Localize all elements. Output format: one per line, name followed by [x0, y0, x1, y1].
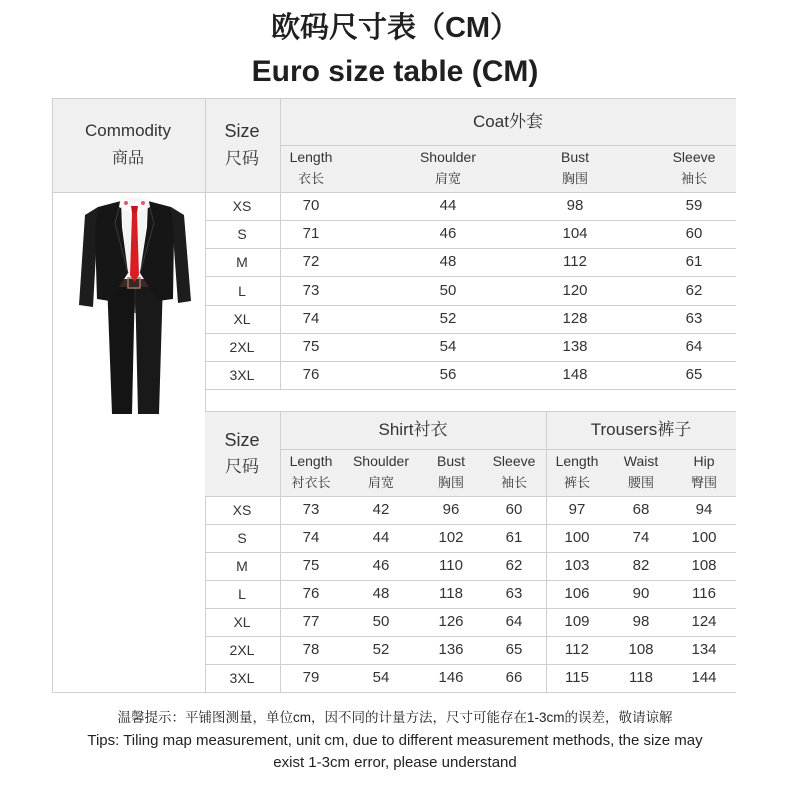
value-cell-sleeve-3: 63 — [505, 585, 523, 602]
value-cell-shoulder-1: 54 — [372, 669, 390, 686]
value-cell-bust-2: 138 — [562, 338, 588, 355]
column-header-sleeve-3: Sleeve — [492, 453, 536, 469]
value-cell-shoulder-1: 48 — [372, 585, 390, 602]
value-cell-shoulder-1: 44 — [439, 197, 457, 214]
value-cell-sleeve-3: 66 — [505, 669, 523, 686]
size-cell: 2XL — [229, 339, 255, 355]
value-cell-length-0: 75 — [302, 557, 320, 574]
value-cell-bust-2: 136 — [438, 641, 464, 658]
value-cell-length-0: 71 — [302, 225, 320, 242]
size-cell: XL — [233, 311, 251, 327]
value-cell-length-0: 72 — [302, 253, 320, 270]
value-cell-waist-5: 98 — [632, 613, 650, 630]
value-cell-length-4: 115 — [565, 669, 589, 686]
size-cell: XS — [232, 502, 252, 518]
size-cell: M — [236, 558, 248, 574]
value-cell-shoulder-1: 54 — [439, 338, 457, 355]
value-cell-bust-2: 120 — [562, 282, 588, 299]
value-cell-waist-5: 74 — [632, 529, 650, 546]
jacket-left-sleeve — [79, 207, 98, 307]
value-cell-bust-2: 148 — [562, 366, 588, 383]
size-header-label: Size — [224, 430, 260, 450]
size-cell: L — [238, 283, 246, 299]
column-header-length-4: Length — [555, 453, 599, 469]
value-cell-shoulder-1: 50 — [372, 613, 390, 630]
value-cell-sleeve-3: 59 — [685, 197, 703, 214]
value-cell-shoulder-1: 48 — [439, 253, 457, 270]
value-cell-shoulder-1: 44 — [372, 529, 390, 546]
value-cell-hip-6: 144 — [691, 669, 717, 686]
jacket-right-sleeve — [171, 207, 191, 303]
value-cell-sleeve-3: 62 — [505, 557, 523, 574]
value-cell-waist-5: 68 — [632, 501, 650, 518]
value-cell-shoulder-1: 52 — [372, 641, 390, 658]
value-cell-length-4: 97 — [568, 501, 586, 518]
value-cell-shoulder-1: 42 — [372, 501, 390, 518]
value-cell-length-4: 103 — [564, 557, 590, 574]
row-divider — [205, 276, 736, 277]
value-cell-length-0: 79 — [302, 669, 320, 686]
size-cell: S — [237, 530, 247, 546]
value-cell-waist-5: 90 — [632, 585, 650, 602]
column-header-length-0: Length — [289, 149, 333, 165]
value-cell-length-0: 73 — [302, 501, 320, 518]
size-header-label-cn: 尺码 — [225, 457, 259, 476]
size-cell: XL — [233, 614, 251, 630]
row-divider — [205, 389, 736, 390]
value-cell-length-4: 106 — [564, 585, 590, 602]
coat-group-header: Coat外套 — [473, 112, 543, 131]
row-divider — [205, 580, 736, 581]
column-header-cn-bust-2: 胸围 — [561, 171, 588, 186]
column-header-cn-shoulder-1: 肩宽 — [367, 475, 394, 490]
value-cell-shoulder-1: 50 — [439, 282, 457, 299]
column-header-cn-bust-2: 胸围 — [437, 475, 464, 490]
value-cell-bust-2: 110 — [439, 557, 463, 574]
value-cell-bust-2: 96 — [442, 501, 460, 518]
size-cell: 3XL — [229, 670, 255, 686]
table-bottom-border — [52, 692, 736, 693]
value-cell-length-4: 109 — [564, 613, 590, 630]
tie-knot — [131, 206, 138, 213]
value-cell-bust-2: 118 — [439, 585, 463, 602]
value-cell-sleeve-3: 65 — [685, 366, 703, 383]
value-cell-length-0: 74 — [302, 529, 320, 546]
value-cell-length-0: 76 — [302, 366, 320, 383]
value-cell-length-4: 112 — [565, 641, 589, 658]
value-cell-length-0: 76 — [302, 585, 320, 602]
commodity-column-divider — [205, 98, 206, 693]
value-cell-waist-5: 118 — [629, 669, 653, 686]
value-cell-sleeve-3: 62 — [685, 282, 703, 299]
value-cell-bust-2: 112 — [563, 253, 587, 270]
value-cell-waist-5: 82 — [632, 557, 650, 574]
table-top-border — [52, 98, 736, 99]
trousers-right-leg — [135, 281, 163, 414]
tips-note-en-line-1: Tips: Tiling map measurement, unit cm, due to different measurement methods, the size may — [87, 732, 703, 749]
value-cell-shoulder-1: 46 — [439, 225, 457, 242]
column-header-cn-length-4: 裤长 — [563, 475, 590, 490]
value-cell-sleeve-3: 61 — [685, 253, 703, 270]
commodity-header-label-cn: 商品 — [111, 150, 144, 167]
table-top-border — [205, 411, 736, 412]
value-cell-hip-6: 134 — [691, 641, 717, 658]
shirt-group-header: Shirt衬衣 — [378, 420, 448, 439]
column-header-bust-2: Bust — [560, 149, 589, 165]
size-cell: XS — [232, 198, 252, 214]
value-cell-length-0: 78 — [302, 641, 320, 658]
table-left-border — [52, 98, 53, 693]
value-cell-sleeve-3: 60 — [685, 225, 703, 242]
row-divider — [205, 636, 736, 637]
value-cell-sleeve-3: 61 — [505, 529, 523, 546]
column-header-shoulder-1: Shoulder — [419, 149, 477, 165]
row-divider — [205, 333, 736, 334]
row-divider — [205, 361, 736, 362]
row-divider — [205, 552, 736, 553]
size-header-label-cn: 尺码 — [225, 149, 259, 168]
value-cell-sleeve-3: 64 — [505, 613, 523, 630]
column-header-bust-2: Bust — [436, 453, 465, 469]
size-cell: S — [237, 226, 247, 242]
commodity-header-label: Commodity — [85, 121, 171, 140]
column-header-cn-waist-5: 腰围 — [627, 475, 654, 490]
row-divider — [205, 248, 736, 249]
row-divider — [205, 664, 736, 665]
trousers-left-leg — [107, 281, 135, 414]
value-cell-bust-2: 128 — [562, 310, 588, 327]
size-cell: 2XL — [229, 642, 255, 658]
value-cell-hip-6: 94 — [695, 501, 713, 518]
value-cell-bust-2: 104 — [562, 225, 588, 242]
tips-note-cn: 温馨提示：平铺图测量，单位cm，因不同的计量方法，尺寸可能存在1-3cm的误差，敬请谅解 — [117, 710, 673, 725]
value-cell-hip-6: 108 — [691, 557, 717, 574]
value-cell-bust-2: 126 — [438, 613, 464, 630]
value-cell-hip-6: 124 — [691, 613, 717, 630]
column-header-length-0: Length — [289, 453, 333, 469]
value-cell-sleeve-3: 63 — [685, 310, 703, 327]
column-header-cn-length-0: 衣长 — [297, 171, 324, 186]
size-header-label: Size — [224, 121, 260, 141]
row-divider — [205, 220, 736, 221]
collar-pin-right — [141, 201, 145, 205]
value-cell-shoulder-1: 46 — [372, 557, 390, 574]
column-header-cn-hip-6: 臀围 — [690, 475, 717, 490]
value-cell-bust-2: 146 — [438, 669, 464, 686]
collar-pin-left — [124, 201, 128, 205]
value-cell-length-0: 70 — [302, 197, 320, 214]
column-header-cn-shoulder-1: 肩宽 — [434, 171, 461, 186]
column-header-cn-length-0: 衬衣长 — [291, 475, 331, 490]
size-cell: L — [238, 586, 246, 602]
value-cell-sleeve-3: 60 — [505, 501, 523, 518]
value-cell-length-0: 74 — [302, 310, 320, 327]
size-cell: 3XL — [229, 367, 255, 383]
column-header-waist-5: Waist — [623, 453, 659, 469]
column-header-hip-6: Hip — [693, 453, 715, 469]
value-cell-bust-2: 102 — [438, 529, 464, 546]
group-header-divider — [280, 449, 736, 450]
column-header-cn-sleeve-3: 袖长 — [680, 171, 707, 186]
group-header-divider — [280, 145, 736, 146]
row-divider — [205, 305, 736, 306]
tips-note-en-line-2: exist 1-3cm error, please understand — [273, 754, 517, 771]
column-header-shoulder-1: Shoulder — [352, 453, 410, 469]
value-cell-bust-2: 98 — [566, 197, 584, 214]
value-cell-sleeve-3: 65 — [505, 641, 523, 658]
page-title-cn: 欧码尺寸表（CM） — [270, 12, 520, 44]
value-cell-sleeve-3: 64 — [685, 338, 703, 355]
value-cell-waist-5: 108 — [628, 641, 654, 658]
header-bottom-border — [205, 496, 736, 497]
column-header-sleeve-3: Sleeve — [672, 149, 716, 165]
trousers-group-header: Trousers裤子 — [590, 420, 692, 439]
suit-product-image — [76, 193, 194, 417]
column-header-cn-sleeve-3: 袖长 — [500, 475, 527, 490]
value-cell-shoulder-1: 52 — [439, 310, 457, 327]
value-cell-shoulder-1: 56 — [439, 366, 457, 383]
value-cell-length-4: 100 — [564, 529, 590, 546]
page-title-en: Euro size table (CM) — [251, 55, 539, 88]
value-cell-hip-6: 116 — [692, 585, 716, 602]
size-cell: M — [236, 254, 248, 270]
value-cell-hip-6: 100 — [691, 529, 717, 546]
value-cell-length-0: 77 — [302, 613, 320, 630]
value-cell-length-0: 75 — [302, 338, 320, 355]
row-divider — [205, 524, 736, 525]
value-cell-length-0: 73 — [302, 282, 320, 299]
row-divider — [205, 608, 736, 609]
